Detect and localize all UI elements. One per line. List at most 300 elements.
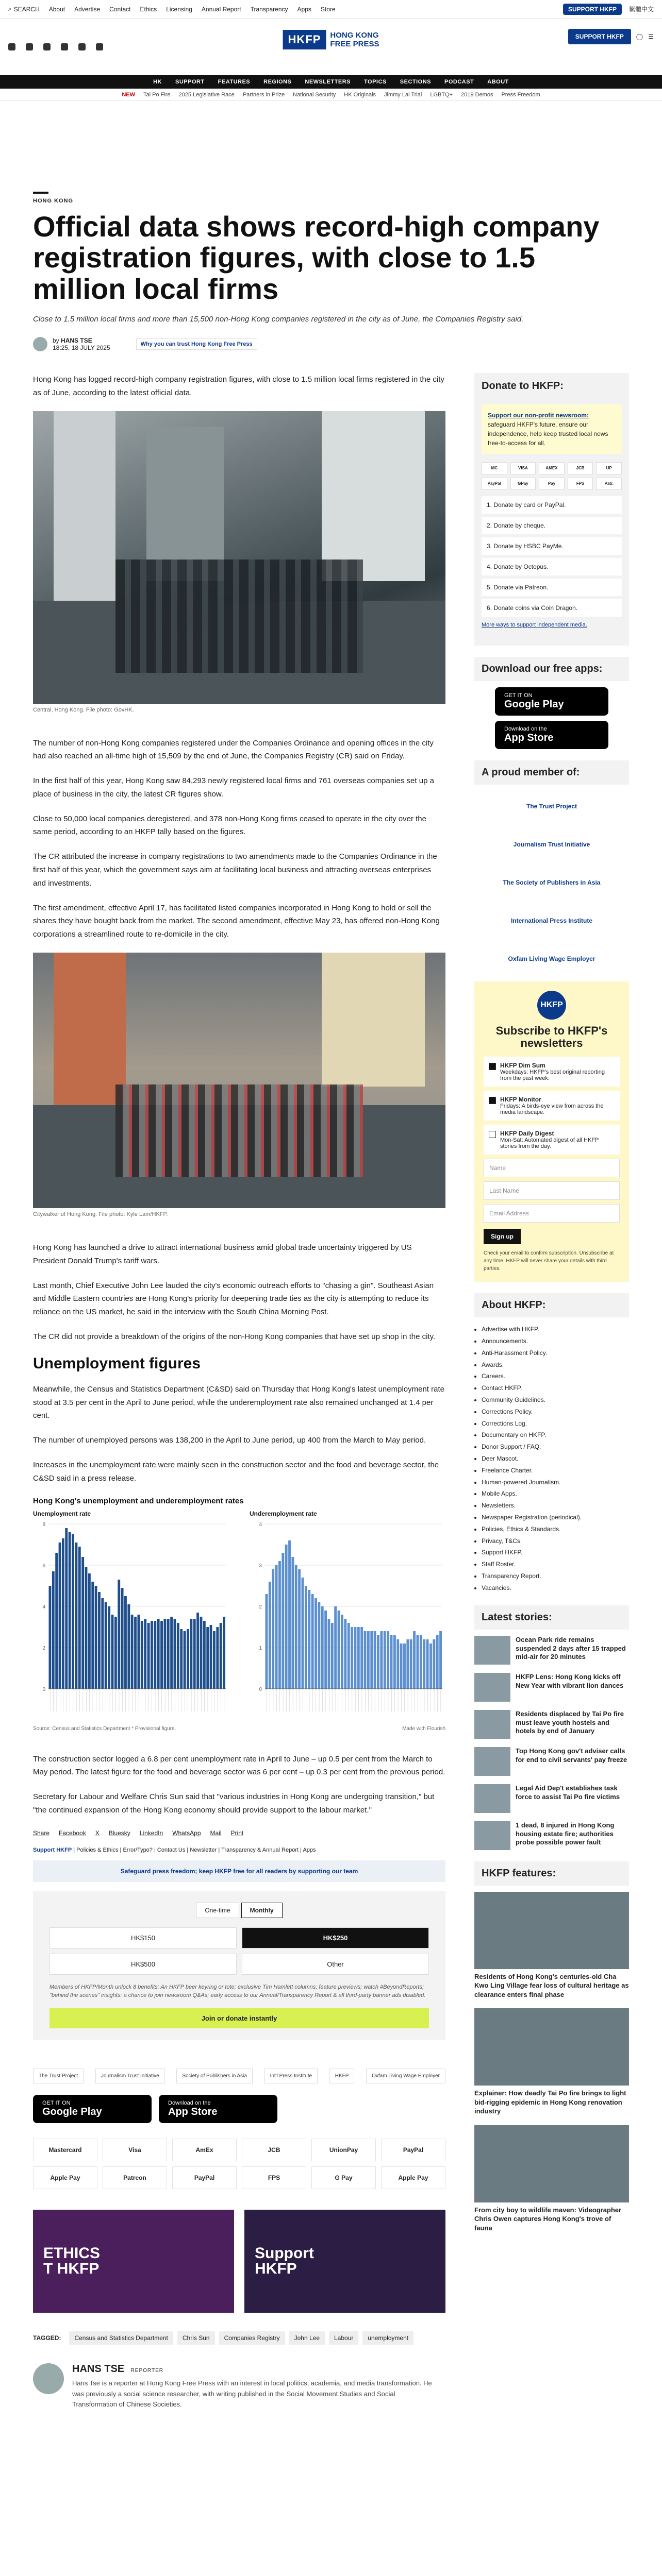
topbar-link-licensing[interactable]: Licensing — [166, 5, 192, 13]
bar — [196, 1613, 199, 1689]
donation-widget — [33, 1891, 445, 2040]
share-mail[interactable]: Mail — [210, 1829, 222, 1837]
bar — [167, 1619, 170, 1689]
latest-story[interactable] — [474, 1747, 629, 1776]
topbar-link-ethics[interactable]: Ethics — [140, 5, 157, 13]
checkbox-checked[interactable] — [489, 1063, 496, 1070]
bar — [269, 1582, 271, 1689]
bar — [206, 1627, 209, 1689]
card-logo: UP — [596, 462, 622, 474]
topbar-link-transparency[interactable]: Transparency — [250, 5, 288, 13]
policies-link[interactable]: Policies & Ethics — [76, 1846, 119, 1853]
feature-story[interactable] — [474, 2125, 629, 2233]
story-thumbnail[interactable] — [474, 1747, 510, 1776]
feature-image[interactable] — [474, 1892, 629, 1969]
share-print[interactable]: Print — [230, 1829, 244, 1837]
byline — [33, 337, 629, 351]
nav-about[interactable]: ABOUT — [487, 79, 509, 85]
oxfam-logo[interactable]: Oxfam Living Wage Employer — [366, 2069, 445, 2083]
feature-headline[interactable]: Residents of Hong Kong's centuries-old Cha Kwo Ling Village fear loss of cultural heritage as clearance enters final phase — [474, 1972, 629, 1998]
newsletter-note: Check your email to confirm subscription. Unsubscribe at any time. HKFP will never share your details with third parties. — [484, 1250, 614, 1272]
sub-nav — [0, 89, 662, 101]
payment-logo[interactable]: Patreon — [103, 2166, 167, 2189]
y-tick-label: 0 — [42, 1686, 45, 1692]
bar — [55, 1553, 58, 1689]
nav-features[interactable]: FEATURES — [218, 79, 251, 85]
author-box-avatar[interactable] — [33, 2363, 64, 2394]
chart-source[interactable]: Source: Census and Statistics Department — [33, 1725, 130, 1732]
share-linkedin[interactable]: LinkedIn — [139, 1829, 163, 1837]
jti-logo[interactable]: Journalism Trust Initiative — [95, 2069, 165, 2083]
partner-logo[interactable]: International Press Institute — [510, 917, 593, 924]
article-photo-central — [33, 411, 445, 704]
bar — [75, 1543, 77, 1689]
nav-newsletters[interactable]: NEWSLETTERS — [305, 79, 351, 85]
tag[interactable]: unemployment — [362, 2331, 413, 2345]
bar — [439, 1631, 442, 1689]
nav-topics[interactable]: TOPICS — [364, 79, 387, 85]
youtube-icon[interactable] — [61, 43, 68, 50]
latest-story[interactable] — [474, 1784, 629, 1813]
tag[interactable]: Census and Statistics Department — [69, 2331, 173, 2345]
card-logo: GPay — [510, 478, 536, 490]
y-tick-label: 4 — [259, 1521, 262, 1528]
newsletter-link[interactable]: Newsletter — [190, 1846, 217, 1853]
article-title: Official data shows record-high company registration figures, with close to 1.5 million local firms — [33, 210, 600, 305]
logo-mark: HKFP — [283, 30, 326, 49]
story-headline[interactable]: Residents displaced by Tai Po fire must leave youth hostels and hotels by end of January — [516, 1709, 624, 1735]
bar — [200, 1617, 203, 1689]
topbar-link-about[interactable]: About — [48, 5, 65, 13]
about-link[interactable]: • Mobile Apps. — [482, 1488, 629, 1500]
partner-logo[interactable]: The Trust Project — [526, 802, 577, 810]
newsletter-option[interactable]: HKFP Daily Digest Mon-Sat: Automated digest of all HKFP stories from the day. — [484, 1125, 620, 1155]
about-link[interactable]: • Contact HKFP. — [482, 1382, 629, 1394]
email-input[interactable]: Email Address — [484, 1204, 620, 1223]
donate-panel — [474, 373, 629, 646]
topbar-link-contact[interactable]: Contact — [109, 5, 131, 13]
tag[interactable]: Companies Registry — [219, 2331, 285, 2345]
donate-title: Donate to HKFP: — [482, 380, 564, 392]
sub-nav-item[interactable]: National Security — [293, 91, 336, 98]
latest-story[interactable] — [474, 1673, 629, 1702]
y-tick-label: 0 — [259, 1686, 262, 1692]
payment-logo[interactable]: Apple Pay — [33, 2166, 97, 2189]
story-headline[interactable]: 1 dead, 8 injured in Hong Kong housing estate fire; authorities probe possible power fault — [516, 1821, 615, 1846]
partner-logo[interactable]: The Society of Publishers in Asia — [503, 878, 601, 886]
bar — [285, 1545, 288, 1689]
bar — [114, 1617, 117, 1689]
topbar-link-annual-report[interactable]: Annual Report — [201, 5, 241, 13]
bar — [151, 1621, 153, 1689]
about-link[interactable]: • Human-powered Journalism. — [482, 1477, 629, 1488]
nav-support[interactable]: SUPPORT — [175, 79, 205, 85]
amount-option-selected[interactable]: HK$250 — [242, 1927, 429, 1948]
y-tick-label: 1 — [259, 1645, 262, 1651]
paragraph: The construction sector logged a 6.8 per cent unemployment rate in April to June – up 0.5 per cent from the March to May period. The latest figure for the food and beverage sector was 6 per cent – up 0.3 per cent from the previous period. — [33, 1754, 445, 1777]
paragraph: In the first half of this year, Hong Kong saw 84,293 newly registered local firms and 761 overseas companies set up a place of business in the city, the latest CR figures show. — [33, 776, 434, 799]
bar — [315, 1598, 317, 1689]
chart-credit[interactable]: Made with Flourish — [402, 1725, 445, 1732]
nav-sections[interactable]: SECTIONS — [400, 79, 431, 85]
bar — [275, 1565, 278, 1689]
about-link[interactable]: • Documentary on HKFP. — [482, 1429, 629, 1441]
newsletter-logo: HKFP — [537, 991, 566, 1020]
story-thumbnail[interactable] — [474, 1636, 510, 1665]
donate-method[interactable]: 1. Donate by card or PayPal. — [482, 496, 622, 514]
sidebar-app-store[interactable]: Download on the App Store — [495, 721, 608, 749]
bar — [374, 1631, 376, 1689]
bar — [380, 1631, 383, 1689]
sidebar-google-play[interactable]: GET IT ON Google Play — [495, 687, 608, 716]
checkbox[interactable] — [489, 1131, 496, 1138]
sub-nav-new-badge: NEW — [122, 91, 135, 98]
newsletter-option[interactable]: HKFP Dim Sum Weekdays: HKFP's best original reporting from the past week. — [484, 1057, 620, 1087]
about-list — [474, 1324, 629, 1594]
first-name-input[interactable]: Name — [484, 1159, 620, 1177]
donate-method[interactable]: 4. Donate by Octopus. — [482, 558, 622, 575]
bar — [377, 1635, 379, 1689]
share-label: Share — [33, 1829, 50, 1837]
byline-author[interactable]: HANS TSE — [61, 336, 92, 344]
trust-project-logo[interactable]: The Trust Project — [33, 2069, 84, 2083]
amount-option[interactable]: HK$500 — [49, 1954, 237, 1975]
about-link[interactable]: • Corrections Log. — [482, 1418, 629, 1430]
site-logo[interactable] — [283, 30, 379, 49]
topbar-link-apps[interactable]: Apps — [297, 5, 311, 13]
bar — [187, 1629, 189, 1689]
sub-nav-item[interactable]: LGBTQ+ — [430, 91, 453, 98]
feature-image[interactable] — [474, 2008, 629, 2086]
article-body — [33, 373, 445, 2410]
paragraph: The number of unemployed persons was 138,200 in the April to June period, up 400 from the March to May period. — [33, 1436, 426, 1445]
bar — [59, 1543, 61, 1689]
chart-title: Hong Kong's unemployment and underemployment rates — [33, 1496, 244, 1505]
sub-nav-item[interactable]: Partners in Prize — [242, 91, 285, 98]
more-ways-link[interactable]: More ways to support independent media. — [482, 621, 587, 628]
sub-nav-item[interactable]: Tai Po Fire — [143, 91, 171, 98]
bar — [420, 1635, 422, 1689]
byline-date: 18:25, 18 JULY 2025 — [53, 344, 110, 351]
panel-title: Unemployment rate — [33, 1510, 91, 1517]
bar — [387, 1631, 389, 1689]
donate-method[interactable]: 3. Donate by HSBC PayMe. — [482, 537, 622, 555]
about-link[interactable]: • Advertise with HKFP. — [482, 1324, 629, 1335]
story-headline[interactable]: Top Hong Kong gov't adviser calls for end to civil servants' pay freeze — [516, 1747, 627, 1764]
bar — [85, 1567, 88, 1689]
donate-method[interactable]: 2. Donate by cheque. — [482, 517, 622, 534]
about-link[interactable]: • Freelance Charter. — [482, 1465, 629, 1477]
about-link[interactable]: • Vacancies. — [482, 1582, 629, 1594]
bar — [69, 1532, 71, 1689]
bar — [266, 1594, 268, 1689]
share-bluesky[interactable]: Bluesky — [108, 1829, 130, 1837]
linkedin-icon[interactable] — [96, 43, 103, 50]
card-logo: PayPal — [482, 478, 507, 490]
story-thumbnail[interactable] — [474, 1710, 510, 1739]
author-box — [33, 2363, 445, 2410]
support-promo[interactable]: Support HKFP — [244, 2210, 445, 2313]
bar — [105, 1602, 107, 1689]
bar — [121, 1588, 124, 1689]
topbar-link-store[interactable]: Store — [320, 5, 336, 13]
sub-nav-item[interactable]: Press Freedom — [501, 91, 540, 98]
about-link[interactable]: • Anti-Harassment Policy. — [482, 1347, 629, 1359]
bar — [305, 1586, 307, 1689]
ethics-promo[interactable]: ETHICS T HKFP — [33, 2210, 234, 2313]
transparency-link[interactable]: Transparency & Annual Report — [221, 1846, 299, 1853]
bar — [298, 1569, 301, 1689]
share-whatsapp[interactable]: WhatsApp — [172, 1829, 201, 1837]
freq-monthly[interactable]: Monthly — [241, 1903, 283, 1918]
bar — [144, 1619, 146, 1689]
card-logo: VISA — [510, 462, 536, 474]
paragraph: Last month, Chief Executive John Lee lauded the city's economic outreach efforts to "chasing a gin". Southeast Asian and Middle Eastern countries are Hong Kong's priority for deepening trade ties as the city is attempting to reduce its reliance on the US market, he said in the interview with the South China Morning Post. — [33, 1281, 434, 1317]
feature-image[interactable] — [474, 2125, 629, 2202]
bar — [341, 1615, 343, 1689]
bar — [184, 1631, 186, 1689]
feature-story[interactable] — [474, 1892, 629, 1999]
payment-logo[interactable]: Mastercard — [33, 2139, 97, 2161]
freq-one-time[interactable]: One-time — [196, 1903, 239, 1918]
amount-option-other[interactable]: Other — [242, 1954, 429, 1975]
nav-hk[interactable]: HK — [153, 79, 162, 85]
bar — [134, 1617, 137, 1689]
bar — [295, 1565, 297, 1689]
story-thumbnail[interactable] — [474, 1821, 510, 1850]
support-hkfp-link[interactable]: Support HKFP — [33, 1846, 72, 1853]
checkbox-checked[interactable] — [489, 1097, 496, 1104]
about-link[interactable]: • Transparency Report. — [482, 1570, 629, 1582]
about-link[interactable]: • Deer Mascot. — [482, 1453, 629, 1465]
paragraph: The CR did not provide a breakdown of the origins of the non-Hong Kong companies that have set up shop in the city. — [33, 1332, 436, 1342]
tags-label: TAGGED: — [33, 2334, 61, 2342]
bar — [131, 1615, 134, 1689]
ipi-logo[interactable]: Int'l Press Institute — [264, 2069, 318, 2083]
latest-story[interactable] — [474, 1821, 629, 1850]
about-link[interactable]: • Awards. — [482, 1359, 629, 1371]
app-store-button[interactable]: Download on the App Store — [159, 2095, 277, 2123]
bar — [410, 1639, 412, 1689]
contact-link[interactable]: Contact Us — [157, 1846, 186, 1853]
section-heading: Unemployment figures — [33, 1354, 201, 1372]
nav-regions[interactable]: REGIONS — [263, 79, 292, 85]
x-icon[interactable] — [26, 43, 33, 50]
donate-method[interactable]: 6. Donate coins via Coin Dragon. — [482, 599, 622, 617]
signup-button[interactable]: Sign up — [484, 1229, 521, 1244]
language-switch[interactable]: 繁體中文 — [628, 6, 654, 13]
about-link[interactable]: • Privacy, T&Cs. — [482, 1535, 629, 1547]
about-link[interactable]: • Newsletters. — [482, 1500, 629, 1512]
bar — [118, 1580, 120, 1689]
about-link[interactable]: • Staff Roster. — [482, 1558, 629, 1570]
sub-nav-item[interactable]: HK Originals — [344, 91, 376, 98]
bar — [282, 1553, 284, 1689]
bar — [403, 1643, 406, 1689]
payment-logo[interactable]: Apple Pay — [381, 2166, 445, 2189]
amount-option[interactable]: HK$150 — [49, 1927, 237, 1948]
bar — [98, 1592, 101, 1689]
bar — [370, 1631, 373, 1689]
about-link[interactable]: • Careers. — [482, 1370, 629, 1382]
masthead-support-button[interactable]: SUPPORT HKFP — [568, 29, 631, 44]
bar — [367, 1631, 370, 1689]
share-facebook[interactable]: Facebook — [59, 1829, 86, 1837]
article-photo-street — [33, 953, 445, 1208]
donate-intro-lead[interactable]: Support our non-profit newsroom: — [488, 411, 589, 419]
about-link[interactable]: • Corrections Policy. — [482, 1406, 629, 1418]
unemployment-chart — [33, 1509, 445, 1743]
story-headline[interactable]: HKFP Lens: Hong Kong kicks off New Year with vibrant lion dances — [516, 1672, 624, 1689]
bar — [174, 1619, 176, 1689]
main-nav — [0, 75, 662, 89]
bar — [108, 1606, 110, 1689]
article-kicker[interactable]: HONG KONG — [33, 198, 74, 204]
newsletter-title: Subscribe to HKFP's newsletters — [495, 1024, 608, 1050]
bar — [193, 1619, 196, 1689]
paragraph: The CR attributed the increase in company registrations to two amendments made to the Companies Ordinance in the first half of this year, which the government says aim at facilitating local business and attracting overseas enterprises and investments. — [33, 852, 437, 888]
apps-link[interactable]: Apps — [303, 1846, 316, 1853]
bar — [364, 1631, 367, 1689]
partner-logo[interactable]: Oxfam Living Wage Employer — [508, 955, 595, 962]
paragraph: Close to 50,000 local companies deregistered, and 378 non-Hong Kong firms ceased to operate in the city over the same period, according to an HKFP tally based on the figures. — [33, 814, 426, 837]
story-headline[interactable]: Legal Aid Dep't establishes task force to assist Tai Po fire victims — [516, 1784, 620, 1801]
topbar-link-advertise[interactable]: Advertise — [74, 5, 101, 13]
bar — [331, 1623, 334, 1689]
y-tick-label: 3 — [259, 1563, 262, 1569]
sub-nav-item[interactable]: Jimmy Lai Trial — [384, 91, 422, 98]
about-link[interactable]: • Donor Support / FAQ. — [482, 1441, 629, 1453]
bar — [78, 1547, 81, 1689]
error-link[interactable]: Error/Typo? — [123, 1846, 153, 1853]
payment-logo[interactable]: PayPal — [381, 2139, 445, 2161]
payment-logo[interactable]: Visa — [103, 2139, 167, 2161]
share-bar — [33, 1829, 445, 1837]
bar — [357, 1627, 360, 1689]
bar — [177, 1623, 179, 1689]
photo-caption: Citywalker of Hong Kong. File photo: Kyle Lam/HKFP. — [33, 1211, 168, 1218]
bar — [190, 1619, 192, 1689]
payment-logo[interactable]: FPS — [242, 2166, 306, 2189]
donate-method[interactable]: 5. Donate via Patreon. — [482, 579, 622, 596]
feature-headline[interactable]: Explainer: How deadly Tai Po fire brings to light bid-rigging epidemic in Hong Kong renovation industry — [474, 2089, 626, 2115]
sub-nav-item[interactable]: 2019 Demos — [461, 91, 493, 98]
about-link[interactable]: • Support HKFP. — [482, 1547, 629, 1558]
bar — [354, 1627, 357, 1689]
bar — [52, 1571, 55, 1689]
paragraph: The number of non-Hong Kong companies registered under the Companies Ordinance and opening offices in the city had also reached an all-time high of 15,509 by the end of June, the Companies Registry (CR) said on Friday. — [33, 738, 434, 761]
facebook-icon[interactable] — [8, 43, 15, 50]
paragraph: Hong Kong has launched a drive to attract international business amid global trade uncertainty triggered by US President Donald Trump's tariff wars. — [33, 1243, 412, 1265]
bar — [291, 1557, 294, 1689]
payment-logo[interactable]: G Pay — [311, 2166, 376, 2189]
author-box-name[interactable]: HANS TSE — [72, 2363, 125, 2375]
tag[interactable]: Labour — [329, 2331, 358, 2345]
sopa-logo[interactable]: Society of Publishers in Asia — [176, 2069, 253, 2083]
partners-title: A proud member of: — [474, 760, 629, 785]
payment-logo[interactable]: PayPal — [172, 2166, 237, 2189]
user-icon[interactable]: ◯ — [636, 33, 643, 40]
chart-footnote: * Provisional figure. — [131, 1725, 176, 1732]
hkfp-badge-logo[interactable]: HKFP — [329, 2069, 355, 2083]
features-list — [474, 1892, 629, 2233]
author-avatar[interactable] — [33, 337, 47, 351]
share-x[interactable]: X — [95, 1829, 100, 1837]
card-logo: JCB — [568, 462, 593, 474]
tag[interactable]: Chris Sun — [177, 2331, 215, 2345]
bar — [127, 1604, 130, 1689]
bar — [328, 1619, 330, 1689]
topbar-support-button[interactable]: SUPPORT HKFP — [563, 4, 622, 15]
trust-link[interactable]: Why you can trust Hong Kong Free Press — [136, 338, 257, 350]
menu-icon[interactable]: ☰ — [648, 33, 654, 40]
bar — [88, 1573, 91, 1689]
feature-story[interactable] — [474, 2008, 629, 2116]
bar — [163, 1619, 166, 1689]
bar — [400, 1643, 403, 1689]
payment-logo[interactable]: AmEx — [172, 2139, 237, 2161]
join-button[interactable]: Join or donate instantly — [49, 2008, 429, 2028]
panel-title: Underemployment rate — [250, 1510, 317, 1517]
bar — [170, 1617, 173, 1689]
card-logo: MC — [482, 462, 507, 474]
about-link[interactable]: • Policies, Ethics & Standards. — [482, 1523, 629, 1535]
article-dek: Close to 1.5 million local firms and more than 15,500 non-Hong Kong companies registered in the city as of June, the Companies Registry said. — [33, 315, 524, 324]
about-link[interactable]: • Newspaper Registration (periodical). — [482, 1512, 629, 1523]
payment-logo[interactable]: JCB — [242, 2139, 306, 2161]
bar — [318, 1602, 320, 1689]
bar — [147, 1623, 150, 1689]
safeguard-banner[interactable]: Safeguard press freedom; keep HKFP free for all readers by supporting our team — [33, 1860, 445, 1882]
sub-nav-item[interactable]: 2025 Legislative Race — [178, 91, 235, 98]
story-thumbnail[interactable] — [474, 1673, 510, 1702]
bar — [154, 1621, 156, 1689]
apps-title: Download our free apps: — [474, 657, 629, 681]
newsletter-option[interactable]: HKFP Monitor Fridays: A birds-eye view from across the media landscape. — [484, 1091, 620, 1121]
bar — [111, 1615, 114, 1689]
photo-caption: Central, Hong Kong. File photo: GovHK. — [33, 706, 134, 713]
google-play-button[interactable]: GET IT ON Google Play — [33, 2095, 152, 2123]
partner-logo[interactable]: Journalism Trust Initiative — [513, 840, 590, 848]
bar — [72, 1534, 74, 1689]
bar — [324, 1611, 327, 1689]
instagram-icon[interactable] — [43, 43, 51, 50]
tag[interactable]: John Lee — [289, 2331, 325, 2345]
latest-story[interactable] — [474, 1710, 629, 1739]
payment-logo[interactable]: UnionPay — [311, 2139, 376, 2161]
last-name-input[interactable]: Last Name — [484, 1181, 620, 1200]
latest-story[interactable] — [474, 1636, 629, 1665]
tag-list — [33, 2331, 445, 2345]
bluesky-icon[interactable] — [78, 43, 86, 50]
bar — [311, 1594, 314, 1689]
bar — [396, 1639, 399, 1689]
bar — [65, 1528, 68, 1689]
story-headline[interactable]: Ocean Park ride remains suspended 2 days after 15 trapped mid-air for 20 minutes — [516, 1635, 626, 1661]
bar — [347, 1623, 350, 1689]
feature-headline[interactable]: From city boy to wildlife maven: Videographer Chris Owen captures Hong Kong's trove of fauna — [474, 2206, 622, 2232]
nav-podcast[interactable]: PODCAST — [444, 79, 474, 85]
paragraph: Secretary for Labour and Welfare Chris Sun said that "various industries in Hong Kong are undergoing transition," but "the continued expansion of the Hong Kong economy should provide support to the labour market." — [33, 1792, 435, 1815]
about-link[interactable]: • Community Guidelines. — [482, 1394, 629, 1406]
search-button[interactable]: ⌕ SEARCH — [8, 5, 40, 13]
paragraph: The first amendment, effective April 17, has facilitated listed companies incorporated in Hong Kong to hold or sell the shares they have bought back from the market. The second amendment, effective May 23, has offered non-Hong Kong corporations a streamlined route to re-domicile in the city. — [33, 903, 440, 939]
donate-intro-text: safeguard HKFP's future, ensure our independence, help keep trusted local news free-to-access for all. — [488, 420, 608, 447]
about-link[interactable]: • Announcements. — [482, 1335, 629, 1347]
bar — [429, 1643, 432, 1689]
story-thumbnail[interactable] — [474, 1784, 510, 1813]
paragraph: Increases in the unemployment rate were mainly seen in the construction sector and the food and beverage sector, the C&SD said in a press release. — [33, 1461, 439, 1483]
